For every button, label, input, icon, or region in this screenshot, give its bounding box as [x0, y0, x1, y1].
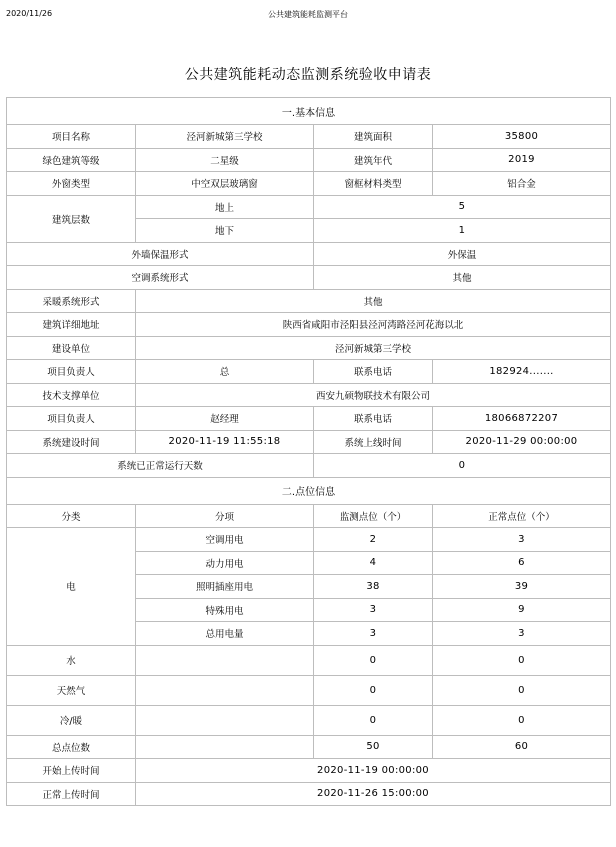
table-row — [7, 383, 611, 407]
table-row — [7, 242, 611, 266]
project-name-value: 泾河新城第三学校 — [136, 125, 314, 149]
support-manager-value: 赵经理 — [136, 407, 314, 431]
normal-points-value: 9 — [433, 598, 611, 622]
online-time-value: 2020-11-29 00:00:00 — [433, 430, 611, 454]
contact-phone-label: 联系电话 — [314, 360, 433, 384]
platform-name: 公共建筑能耗监测平台 — [268, 10, 348, 19]
table-row — [7, 407, 611, 431]
electric-item-label: 照明插座用电 — [136, 575, 314, 599]
document-title: 公共建筑能耗动态监测系统验收申请表 — [184, 67, 432, 83]
frame-material-label: 窗框材料类型 — [314, 172, 433, 196]
normal-points-value: 3 — [433, 528, 611, 552]
floors-below-value: 1 — [314, 219, 611, 243]
ac-system-value: 其他 — [314, 266, 611, 290]
monitor-points-value: 3 — [314, 622, 433, 646]
upload-start-label: 开始上传时间 — [7, 759, 136, 783]
table-row — [7, 675, 611, 705]
column-header-category: 分类 — [7, 504, 136, 528]
electric-item-label: 特殊用电 — [136, 598, 314, 622]
build-time-label: 系统建设时间 — [7, 430, 136, 454]
builder-label: 建设单位 — [7, 336, 136, 360]
water-category-label: 水 — [7, 645, 136, 675]
monitor-points-value: 3 — [314, 598, 433, 622]
contact-phone-value: 182924....... — [433, 360, 611, 384]
floors-below-label: 地下 — [136, 219, 314, 243]
section-basic-title: 一.基本信息 — [7, 98, 611, 125]
insulation-value: 外保温 — [314, 242, 611, 266]
table-row — [7, 336, 611, 360]
table-row — [7, 172, 611, 196]
support-manager-label: 项目负责人 — [7, 407, 136, 431]
green-level-label: 绿色建筑等级 — [7, 148, 136, 172]
monitor-points-value: 38 — [314, 575, 433, 599]
table-row — [7, 125, 611, 149]
gas-category-label: 天然气 — [7, 675, 136, 705]
frame-material-value: 铝合金 — [433, 172, 611, 196]
column-header-item: 分项 — [136, 504, 314, 528]
points-header-row — [7, 504, 611, 528]
cooling-normal-value: 0 — [433, 705, 611, 735]
support-unit-label: 技术支撑单位 — [7, 383, 136, 407]
gas-normal-value: 0 — [433, 675, 611, 705]
total-points-item — [136, 735, 314, 759]
application-form — [6, 97, 611, 806]
address-value: 陕西省咸阳市泾阳县泾河湾路泾河花海以北 — [136, 313, 611, 337]
gas-item-label — [136, 675, 314, 705]
monitor-points-value: 4 — [314, 551, 433, 575]
table-row — [7, 454, 611, 478]
normal-points-value: 6 — [433, 551, 611, 575]
total-points-label: 总点位数 — [7, 735, 136, 759]
section-points-header-row — [7, 477, 611, 504]
address-label: 建筑详细地址 — [7, 313, 136, 337]
cooling-monitor-value: 0 — [314, 705, 433, 735]
electric-category-label: 电 — [7, 528, 136, 646]
build-time-value: 2020-11-19 11:55:18 — [136, 430, 314, 454]
table-row — [7, 430, 611, 454]
table-row — [7, 735, 611, 759]
normal-points-value: 3 — [433, 622, 611, 646]
heating-system-value: 其他 — [136, 289, 611, 313]
cooling-category-label: 冷/暖 — [7, 705, 136, 735]
online-time-label: 系统上线时间 — [314, 430, 433, 454]
building-area-label: 建筑面积 — [314, 125, 433, 149]
cooling-item-label — [136, 705, 314, 735]
heating-system-label: 采暖系统形式 — [7, 289, 136, 313]
table-row — [7, 195, 611, 219]
total-normal-value: 60 — [433, 735, 611, 759]
green-level-value: 二星级 — [136, 148, 314, 172]
support-unit-value: 西安九硕物联技术有限公司 — [136, 383, 611, 407]
water-normal-value: 0 — [433, 645, 611, 675]
upload-normal-label: 正常上传时间 — [7, 782, 136, 806]
project-manager-label: 项目负责人 — [7, 360, 136, 384]
table-row — [7, 289, 611, 313]
support-phone-label: 联系电话 — [314, 407, 433, 431]
electric-item-label: 总用电量 — [136, 622, 314, 646]
support-phone-value: 18066872207 — [433, 407, 611, 431]
table-row — [7, 266, 611, 290]
table-row — [7, 360, 611, 384]
table-row — [7, 528, 611, 552]
run-days-value: 0 — [314, 454, 611, 478]
table-row — [7, 313, 611, 337]
upload-normal-value: 2020-11-26 15:00:00 — [136, 782, 611, 806]
run-days-label: 系统已正常运行天数 — [7, 454, 314, 478]
floors-above-label: 地上 — [136, 195, 314, 219]
building-year-value: 2019 — [433, 148, 611, 172]
builder-value: 泾河新城第三学校 — [136, 336, 611, 360]
water-monitor-value: 0 — [314, 645, 433, 675]
print-date: 2020/11/26 — [6, 9, 53, 18]
column-header-monitor: 监测点位（个） — [314, 504, 433, 528]
building-area-value: 35800 — [433, 125, 611, 149]
monitor-points-value: 2 — [314, 528, 433, 552]
table-row — [7, 645, 611, 675]
table-row — [7, 705, 611, 735]
table-row — [7, 148, 611, 172]
window-type-label: 外窗类型 — [7, 172, 136, 196]
floors-label: 建筑层数 — [7, 195, 136, 242]
total-monitor-value: 50 — [314, 735, 433, 759]
insulation-label: 外墙保温形式 — [7, 242, 314, 266]
electric-item-label: 动力用电 — [136, 551, 314, 575]
section-points-title: 二.点位信息 — [7, 477, 611, 504]
project-manager-value: 总 — [136, 360, 314, 384]
project-name-label: 项目名称 — [7, 125, 136, 149]
electric-item-label: 空调用电 — [136, 528, 314, 552]
section-basic-header-row — [7, 98, 611, 125]
column-header-normal: 正常点位（个） — [433, 504, 611, 528]
table-row — [7, 759, 611, 783]
window-type-value: 中空双层玻璃窗 — [136, 172, 314, 196]
upload-start-value: 2020-11-19 00:00:00 — [136, 759, 611, 783]
building-year-label: 建筑年代 — [314, 148, 433, 172]
water-item-label — [136, 645, 314, 675]
floors-above-value: 5 — [314, 195, 611, 219]
table-row — [7, 782, 611, 806]
gas-monitor-value: 0 — [314, 675, 433, 705]
ac-system-label: 空调系统形式 — [7, 266, 314, 290]
normal-points-value: 39 — [433, 575, 611, 599]
